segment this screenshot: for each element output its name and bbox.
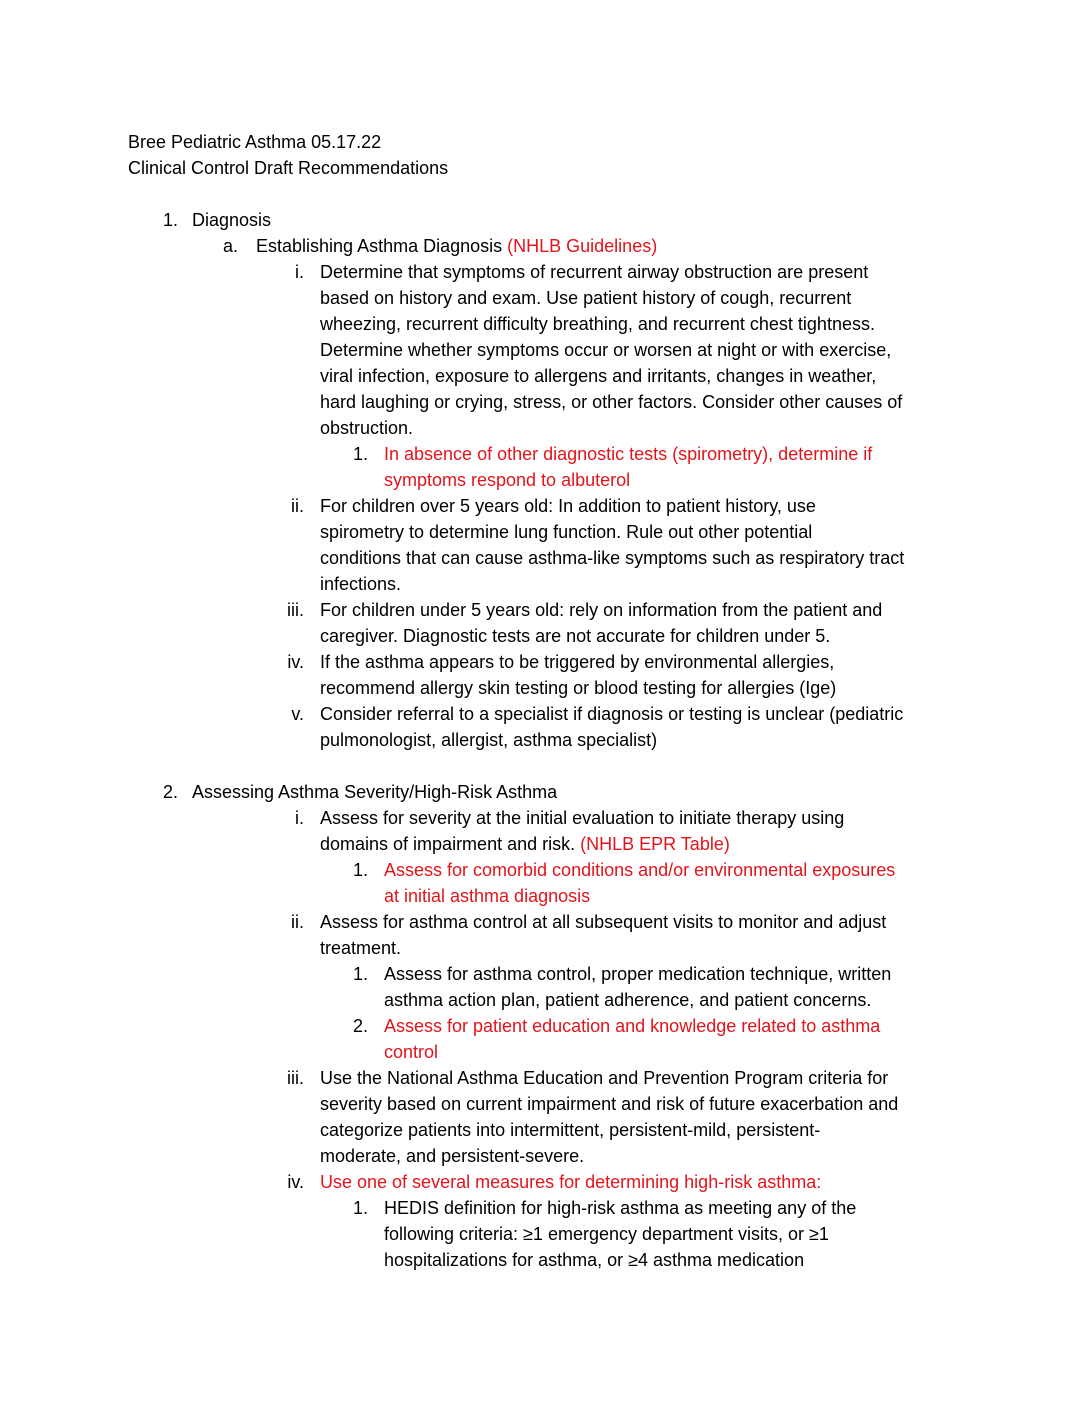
subsection-text: Establishing Asthma Diagnosis	[256, 236, 508, 256]
list-marker: 1.	[352, 1198, 368, 1218]
document-title: Bree Pediatric Asthma 05.17.22	[128, 132, 382, 152]
item-line: Use the National Asthma Education and Prevention Program criteria for	[320, 1068, 889, 1088]
item-line: For children under 5 years old: rely on information from the patient and	[320, 600, 883, 620]
list-marker: a.	[222, 236, 238, 256]
guideline-reference: (NHLB Guidelines)	[507, 236, 658, 256]
list-marker: 2.	[352, 1016, 368, 1036]
section-number: 2.	[162, 782, 178, 802]
section-heading: Diagnosis	[192, 210, 272, 230]
list-marker: ii.	[291, 912, 304, 932]
item-line	[320, 831, 730, 857]
item-line: If the asthma appears to be triggered by environmental allergies,	[320, 652, 835, 672]
list-marker: ii.	[291, 496, 304, 516]
list-marker: i.	[295, 808, 304, 828]
item-line: wheezing, recurrent difficulty breathing, and recurrent chest tightness.	[320, 314, 875, 334]
item-line: based on history and exam. Use patient history of cough, recurrent	[320, 288, 852, 308]
item-line: asthma action plan, patient adherence, and patient concerns.	[384, 990, 872, 1010]
highlighted-line: Assess for comorbid conditions and/or environmental exposures	[384, 860, 896, 880]
item-line: treatment.	[320, 938, 402, 958]
list-marker: iii.	[287, 600, 304, 620]
item-line: Consider referral to a specialist if diagnosis or testing is unclear (pediatric	[320, 704, 904, 724]
item-line: following criteria: ≥1 emergency department visits, or ≥1	[384, 1224, 829, 1244]
item-text: domains of impairment and risk.	[320, 834, 581, 854]
item-line: spirometry to determine lung function. Rule out other potential	[320, 522, 813, 542]
highlighted-line: Assess for patient education and knowledge related to asthma	[384, 1016, 881, 1036]
item-line: severity based on current impairment and risk of future exacerbation and	[320, 1094, 899, 1114]
item-line: Assess for severity at the initial evaluation to initiate therapy using	[320, 808, 845, 828]
item-line: infections.	[320, 574, 402, 594]
item-line: moderate, and persistent-severe.	[320, 1146, 585, 1166]
section-number: 1.	[162, 210, 178, 230]
list-marker: 1.	[352, 860, 368, 880]
highlighted-line: Use one of several measures for determining high-risk asthma:	[320, 1172, 822, 1192]
list-marker: 1.	[352, 964, 368, 984]
highlighted-line: at initial asthma diagnosis	[384, 886, 591, 906]
item-line: hospitalizations for asthma, or ≥4 asthma medication	[384, 1250, 805, 1270]
item-line: viral infection, exposure to allergens and irritants, changes in weather,	[320, 366, 877, 386]
list-marker: i.	[295, 262, 304, 282]
highlighted-line: symptoms respond to albuterol	[384, 470, 631, 490]
highlighted-line: In absence of other diagnostic tests (spirometry), determine if	[384, 444, 873, 464]
item-line: categorize patients into intermittent, persistent-mild, persistent-	[320, 1120, 821, 1140]
list-marker: iii.	[287, 1068, 304, 1088]
list-marker: iv.	[287, 1172, 304, 1192]
list-marker: iv.	[287, 652, 304, 672]
item-line: caregiver. Diagnostic tests are not accurate for children under 5.	[320, 626, 831, 646]
item-line: Determine whether symptoms occur or worsen at night or with exercise,	[320, 340, 892, 360]
item-line: hard laughing or crying, stress, or other factors. Consider other causes of	[320, 392, 903, 412]
item-line: Assess for asthma control, proper medication technique, written	[384, 964, 892, 984]
item-line: Assess for asthma control at all subsequent visits to monitor and adjust	[320, 912, 887, 932]
item-line: pulmonologist, allergist, asthma specialist)	[320, 730, 658, 750]
subsection-heading	[256, 233, 657, 259]
list-marker: v.	[291, 704, 304, 724]
item-line: HEDIS definition for high-risk asthma as meeting any of the	[384, 1198, 857, 1218]
item-line: Determine that symptoms of recurrent airway obstruction are present	[320, 262, 869, 282]
item-line: obstruction.	[320, 418, 414, 438]
item-line: conditions that can cause asthma-like symptoms such as respiratory tract	[320, 548, 905, 568]
item-line: recommend allergy skin testing or blood testing for allergies (Ige)	[320, 678, 837, 698]
document-subtitle: Clinical Control Draft Recommendations	[128, 158, 449, 178]
guideline-reference: (NHLB EPR Table)	[580, 834, 730, 854]
highlighted-line: control	[384, 1042, 439, 1062]
item-line: For children over 5 years old: In addition to patient history, use	[320, 496, 816, 516]
section-heading: Assessing Asthma Severity/High-Risk Asthma	[192, 782, 558, 802]
list-marker: 1.	[352, 444, 368, 464]
